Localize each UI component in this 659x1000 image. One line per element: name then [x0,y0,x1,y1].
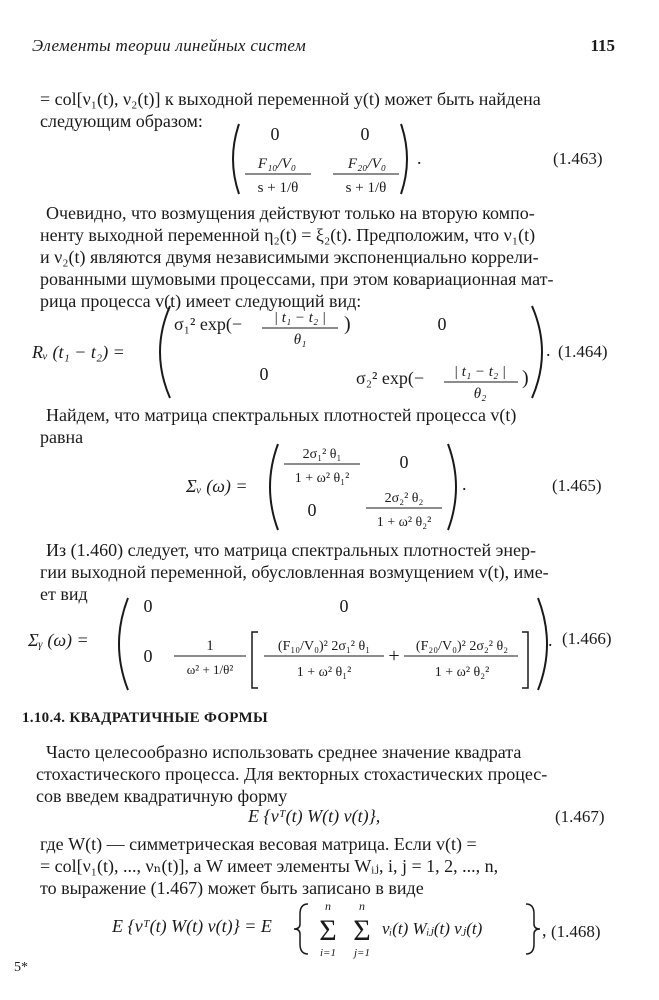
text-line: где W(t) — симметрическая весовая матрица. Если v(t) = [40,834,477,854]
matrix-entry: 0 [339,596,349,616]
sum-body: νᵢ(t) Wᵢⱼ(t) νⱼ(t) [382,919,483,938]
fraction-denominator: s + 1/θ [345,180,387,196]
matrix-entry: 0 [399,452,409,472]
equation-number: (1.464) [558,342,608,361]
svg-text:.: . [548,630,553,650]
text-line: равна [40,427,84,447]
svg-text:.: . [462,474,467,494]
fraction-denominator: ω² + 1/θ² [186,662,234,677]
equation-number: (1.466) [562,629,612,648]
svg-text:): ) [344,313,351,335]
svg-text:): ) [522,367,529,389]
text-line: Из (1.460) следует, что матрица спектральных плотностей энер- [46,540,536,560]
page-number: 115 [590,36,615,55]
text-line: Найдем, что матрица спектральных плотностей процесса v(t) [46,405,517,425]
equation-lhs: Rᵥ (t₁ − t₂) = [32,342,125,362]
fraction-numerator: 2σ₂² θ₂ [384,491,424,506]
fraction-numerator: 2σ₁² θ₁ [302,447,342,462]
matrix-entry: 0 [143,596,153,616]
equation-number: (1.468) [551,922,601,941]
equation-1465 [186,440,476,534]
fraction-numerator: F₂₀/V₀ [347,156,387,172]
sum-lower-limit: i=1 [320,947,336,959]
sum-lower-limit: j=1 [354,947,370,959]
sum-sign: Σ [353,914,371,947]
text-line: ет вид [40,584,88,604]
equation-number: (1.467) [555,807,605,826]
signature-mark: 5* [14,960,28,975]
text-line: следующим образом: [40,111,203,131]
matrix-entry: σ₂² exp(− [356,368,425,388]
text-line: то выражение (1.467) может быть записано в виде [40,878,424,898]
fraction-numerator: | t₁ − t₂ | [453,364,507,380]
svg-text:.: . [546,340,551,360]
text-line: сов введем квадратичную форму [36,786,288,806]
text-line: стохастического процесса. Для векторных стохастических процес- [36,764,548,784]
fraction-denominator: θ₁ [293,332,307,348]
equation-1466 [28,592,562,696]
sum-upper-limit: n [359,899,365,913]
matrix-entry: 0 [437,314,447,334]
fraction-denominator: 1 + ω² θ₂² [376,515,432,530]
fraction-denominator: s + 1/θ [257,180,299,196]
text-line: = col[ν₁(t), ν₂(t)] к выходной переменной y(t) может быть найдена [40,89,541,109]
fraction-denominator: θ₂ [473,386,487,402]
text-line: Часто целесообразно использовать среднее значение квадрата [46,742,522,762]
running-title: Элементы теории линейных систем [32,36,306,55]
equation-1464 [32,300,558,404]
fraction-numerator: | t₁ − t₂ | [273,310,327,326]
equation-1468 [112,898,548,960]
text-line: рица процесса v(t) имеет следующий вид: [40,291,362,311]
fraction-denominator: 1 + ω² θ₁² [296,665,352,680]
fraction-numerator: (F₁₀/V₀)² 2σ₁² θ₁ [277,639,371,654]
fraction-denominator: 1 + ω² θ₂² [434,665,490,680]
text-line: ненту выходной переменной η₂(t) = ξ₂(t). Предположим, что ν₁(t) [40,225,536,245]
matrix-entry: 0 [259,364,269,384]
equation-lhs: Σᵧ (ω) = [28,630,89,650]
text-line: и ν₂(t) являются двумя независимыми экспоненциально коррели- [40,247,539,267]
equation-lhs: Σᵥ (ω) = [186,476,248,496]
matrix-entry: 0 [307,500,317,520]
equation-1467: E {vᵀ(t) W(t) v(t)}, [248,806,381,826]
matrix-entry: 0 [270,124,280,144]
text-line: гии выходной переменной, обусловленная возмущением v(t), име- [40,562,549,582]
svg-text:.: . [417,148,422,168]
sum-sign: Σ [319,914,337,947]
text-line: Очевидно, что возмущения действуют только на вторую компо- [46,203,535,223]
text-line: = col[ν₁(t), ..., νₙ(t)], а W имеет элементы Wᵢⱼ, i, j = 1, 2, ..., n, [40,856,499,876]
plus-sign: + [388,645,400,667]
fraction-numerator: (F₂₀/V₀)² 2σ₂² θ₂ [415,639,509,654]
text-line: рованными шумовыми процессами, при этом ковариационная мат- [40,269,554,289]
page-header [32,36,615,60]
svg-text:,: , [542,920,547,940]
equation-lhs: E {vᵀ(t) W(t) v(t)} = E [112,916,272,936]
fraction-numerator: 1 [206,638,214,654]
matrix-entry: 0 [143,646,153,666]
equation-number: (1.463) [553,149,603,168]
matrix-entry: 0 [360,124,370,144]
fraction-numerator: F₁₀/V₀ [257,156,297,172]
equation-number: (1.465) [552,476,602,495]
section-heading: 1.10.4. КВАДРАТИЧНЫЕ ФОРМЫ [22,710,268,726]
equation-1463 [225,120,425,198]
matrix-entry: σ₁² exp(− [174,314,243,334]
fraction-denominator: 1 + ω² θ₁² [294,471,350,486]
sum-upper-limit: n [325,899,331,913]
